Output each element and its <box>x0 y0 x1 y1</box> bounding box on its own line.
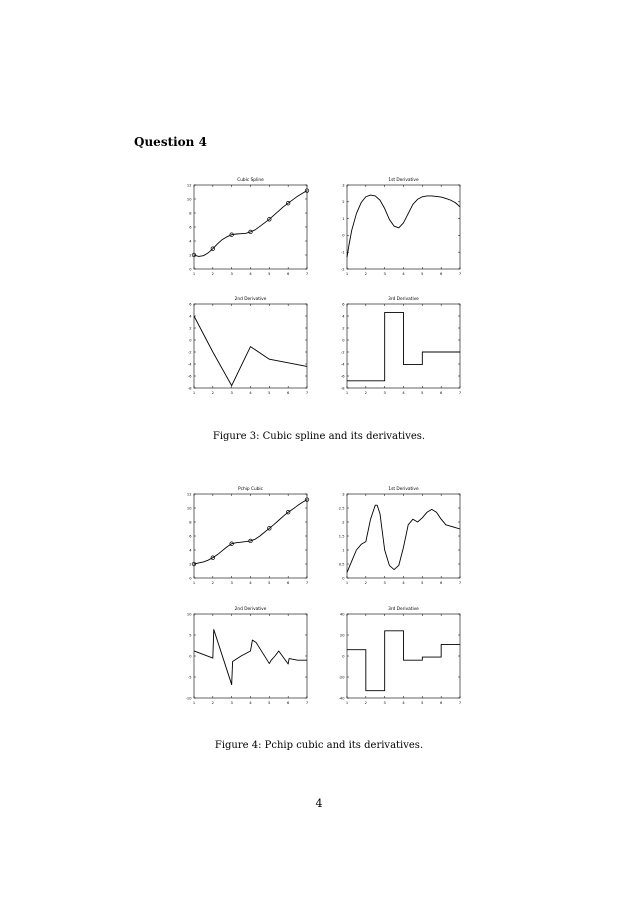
y-tick-label: 1.5 <box>338 534 345 539</box>
series-line <box>194 630 307 685</box>
x-tick-label: 3 <box>230 581 233 585</box>
x-tick-label: 4 <box>249 701 252 705</box>
x-tick-label: 6 <box>287 391 290 395</box>
y-tick-label: 12 <box>186 183 192 188</box>
x-tick-label: 2 <box>211 581 214 585</box>
pchip-second-derivative-chart <box>165 601 325 721</box>
chart-title: 2nd Derivative <box>234 297 267 302</box>
y-tick-label: 2 <box>189 562 192 567</box>
y-tick-label: -40 <box>338 696 345 701</box>
y-tick-label: 8 <box>189 211 192 216</box>
question-heading: Question 4 <box>134 135 207 149</box>
page-number: 4 <box>315 797 323 810</box>
y-tick-label: -8 <box>340 386 345 391</box>
x-tick-label: 1 <box>192 272 196 276</box>
series-line <box>194 191 307 257</box>
figure-4-caption: Figure 4: Pchip cubic and its derivatives. <box>214 740 424 751</box>
y-tick-label: -10 <box>185 696 192 701</box>
x-tick-label: 5 <box>421 701 424 705</box>
chart-title: 2nd Derivative <box>234 607 267 612</box>
spline-second-derivative-chart <box>165 291 325 411</box>
y-tick-label: 2 <box>342 326 345 331</box>
x-tick-label: 1 <box>345 391 349 395</box>
y-tick-label: 8 <box>189 520 192 525</box>
x-tick-label: 5 <box>421 581 424 585</box>
plot-frame <box>194 304 307 388</box>
spline-third-derivative-chart <box>318 291 478 411</box>
x-tick-label: 7 <box>458 391 462 395</box>
x-tick-label: 1 <box>192 391 196 395</box>
x-tick-label: 6 <box>287 701 290 705</box>
plot-frame <box>194 494 307 578</box>
x-tick-label: 4 <box>249 272 252 276</box>
pchip-third-derivative-chart <box>318 601 478 721</box>
x-tick-label: 5 <box>268 701 271 705</box>
x-tick-label: 4 <box>402 581 405 585</box>
y-tick-label: 0 <box>189 267 192 272</box>
y-tick-label: 12 <box>186 492 192 497</box>
x-tick-label: 3 <box>383 701 386 705</box>
y-tick-label: 5 <box>189 633 192 638</box>
chart-title: 3rd Derivative <box>388 607 419 612</box>
x-tick-label: 2 <box>364 391 367 395</box>
x-tick-label: 2 <box>211 701 214 705</box>
y-tick-label: 40 <box>339 612 345 617</box>
chart-title: Cubic Spline <box>237 178 264 183</box>
y-tick-label: -2 <box>340 350 345 355</box>
y-tick-label: 1 <box>342 216 345 221</box>
x-tick-label: 2 <box>364 581 367 585</box>
x-tick-label: 1 <box>345 272 349 276</box>
y-tick-label: 2 <box>189 253 192 258</box>
x-tick-label: 6 <box>440 272 443 276</box>
pchip-cubic-chart <box>165 481 325 601</box>
y-tick-label: 0 <box>189 338 192 343</box>
plot-frame <box>194 614 307 698</box>
y-tick-label: 2 <box>342 520 345 525</box>
y-tick-label: -6 <box>187 374 192 379</box>
x-tick-label: 7 <box>458 581 462 585</box>
y-tick-label: 0 <box>342 233 345 238</box>
y-tick-label: -4 <box>340 362 345 367</box>
spline-first-derivative-chart <box>318 172 478 292</box>
x-tick-label: 1 <box>192 581 196 585</box>
chart-title: 3rd Derivative <box>388 297 419 302</box>
y-tick-label: -5 <box>187 675 192 680</box>
y-tick-label: 6 <box>342 302 345 307</box>
y-tick-label: 2.5 <box>338 506 345 511</box>
x-tick-label: 7 <box>305 701 309 705</box>
series-line <box>347 195 460 257</box>
y-tick-label: 0.5 <box>338 562 345 567</box>
x-tick-label: 2 <box>211 272 214 276</box>
chart-title: 1st Derivative <box>388 487 419 492</box>
y-tick-label: -20 <box>338 675 345 680</box>
x-tick-label: 7 <box>305 391 309 395</box>
plot-frame <box>347 494 460 578</box>
y-tick-label: 1 <box>342 548 345 553</box>
y-tick-label: 6 <box>189 225 192 230</box>
x-tick-label: 5 <box>421 391 424 395</box>
y-tick-label: -1 <box>340 250 345 255</box>
x-tick-label: 3 <box>383 581 386 585</box>
x-tick-label: 1 <box>192 701 196 705</box>
x-tick-label: 7 <box>458 701 462 705</box>
y-tick-label: 4 <box>189 314 192 319</box>
series-line <box>347 312 460 380</box>
x-tick-label: 5 <box>268 581 271 585</box>
x-tick-label: 3 <box>383 391 386 395</box>
x-tick-label: 3 <box>230 701 233 705</box>
x-tick-label: 3 <box>230 272 233 276</box>
y-tick-label: -2 <box>187 350 192 355</box>
y-tick-label: 3 <box>342 492 345 497</box>
series-line <box>347 631 460 691</box>
chart-title: 1st Derivative <box>388 178 419 183</box>
y-tick-label: -4 <box>187 362 192 367</box>
y-tick-label: -8 <box>187 386 192 391</box>
x-tick-label: 4 <box>402 391 405 395</box>
y-tick-label: 20 <box>339 633 345 638</box>
x-tick-label: 6 <box>440 391 443 395</box>
x-tick-label: 5 <box>421 272 424 276</box>
x-tick-label: 5 <box>268 272 271 276</box>
cubic-spline-chart <box>165 172 325 292</box>
y-tick-label: -6 <box>340 374 345 379</box>
x-tick-label: 2 <box>364 272 367 276</box>
y-tick-label: 0 <box>342 338 345 343</box>
y-tick-label: 0 <box>342 576 345 581</box>
chart-title: Pchip Cubic <box>238 487 263 492</box>
y-tick-label: 10 <box>186 506 192 511</box>
x-tick-label: 6 <box>440 581 443 585</box>
y-tick-label: 4 <box>342 314 345 319</box>
x-tick-label: 3 <box>230 391 233 395</box>
x-tick-label: 7 <box>458 272 462 276</box>
x-tick-label: 6 <box>287 272 290 276</box>
y-tick-label: 6 <box>189 534 192 539</box>
figure-3-caption: Figure 3: Cubic spline and its derivatives. <box>212 431 426 442</box>
x-tick-label: 2 <box>211 391 214 395</box>
x-tick-label: 6 <box>287 581 290 585</box>
y-tick-label: -2 <box>340 267 345 272</box>
series-line <box>194 500 307 564</box>
y-tick-label: 0 <box>189 654 192 659</box>
series-line <box>347 505 460 572</box>
y-tick-label: 0 <box>342 654 345 659</box>
x-tick-label: 7 <box>305 581 309 585</box>
y-tick-label: 2 <box>189 326 192 331</box>
x-tick-label: 2 <box>364 701 367 705</box>
series-line <box>194 316 307 386</box>
y-tick-label: 10 <box>186 612 192 617</box>
x-tick-label: 4 <box>402 272 405 276</box>
y-tick-label: 4 <box>189 548 192 553</box>
x-tick-label: 1 <box>345 701 349 705</box>
y-tick-label: 3 <box>342 183 345 188</box>
y-tick-label: 4 <box>189 239 192 244</box>
x-tick-label: 6 <box>440 701 443 705</box>
x-tick-label: 3 <box>383 272 386 276</box>
x-tick-label: 5 <box>268 391 271 395</box>
plot-frame <box>194 185 307 269</box>
x-tick-label: 4 <box>249 391 252 395</box>
x-tick-label: 1 <box>345 581 349 585</box>
pchip-first-derivative-chart <box>318 481 478 601</box>
x-tick-label: 7 <box>305 272 309 276</box>
x-tick-label: 4 <box>402 701 405 705</box>
y-tick-label: 2 <box>342 200 345 205</box>
x-tick-label: 4 <box>249 581 252 585</box>
y-tick-label: 6 <box>189 302 192 307</box>
y-tick-label: 0 <box>189 576 192 581</box>
y-tick-label: 10 <box>186 197 192 202</box>
